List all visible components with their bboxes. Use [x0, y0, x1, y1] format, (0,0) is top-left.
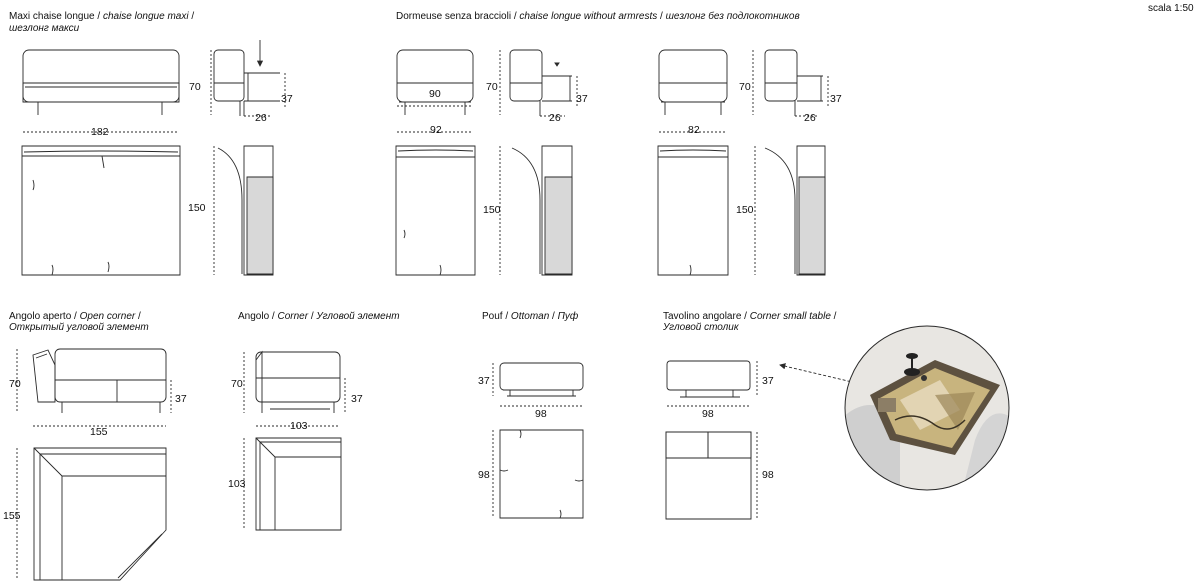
open-corner-title-ru: Открытый угловой элемент — [9, 322, 149, 333]
third-front-view — [659, 50, 727, 115]
maxi-front-view — [23, 50, 179, 115]
dim-table-width: 98 — [702, 408, 714, 420]
pouf-front-view — [500, 363, 583, 396]
dim-corner-height: 70 — [231, 378, 243, 390]
dim-corner-width: 103 — [290, 420, 308, 432]
maxi-title-ru: шезлонг макси — [9, 23, 80, 34]
pouf-title-ru: Пуф — [557, 311, 579, 322]
dormeuse-title-ru: шезлонг без подлокотников — [665, 11, 800, 22]
dormeuse-plan-side — [512, 146, 572, 275]
pouf-title-it: Pouf — [482, 311, 503, 322]
maxi-plan-view — [22, 146, 180, 275]
dim-third-table-depth: 26 — [804, 112, 816, 124]
dim-dorm-inner: 90 — [429, 88, 441, 100]
dim-pouf-width: 98 — [535, 408, 547, 420]
dim-third-width: 82 — [688, 124, 700, 136]
corner-title: Angolo / Corner / Угловой элемент — [238, 311, 400, 322]
open-corner-height-dim — [17, 349, 171, 413]
corner-plan-view — [256, 438, 341, 530]
dim-table-height: 37 — [762, 375, 774, 387]
dim-dorm-table-depth: 26 — [549, 112, 561, 124]
dormeuse-side-view — [510, 50, 577, 116]
dim-dorm-table-height: 37 — [576, 93, 588, 105]
dim-maxi-height: 70 — [189, 81, 201, 93]
open-corner-title-en: Open corner — [79, 311, 136, 322]
pouf-plan-view — [500, 430, 583, 518]
maxi-side-view — [214, 40, 285, 116]
open-corner-front-view — [33, 349, 166, 413]
dim-dorm-width: 92 — [430, 124, 442, 136]
dim-maxi-depth: 150 — [188, 202, 206, 214]
maxi-title-en: chaise longue maxi — [102, 11, 189, 22]
open-corner-plan-view — [34, 448, 166, 580]
dormeuse-plan-view — [396, 146, 475, 275]
dim-open-depth: 155 — [3, 510, 21, 522]
dim-open-seat: 37 — [175, 393, 187, 405]
dim-corner-seat: 37 — [351, 393, 363, 405]
corner-front-view — [256, 352, 340, 413]
dormeuse-title-it: Dormeuse senza braccioli — [396, 11, 512, 22]
dim-corner-depth: 103 — [228, 478, 246, 490]
table-photo — [840, 320, 1020, 500]
maxi-title: Maxi chaise longue / chaise longue maxi / — [9, 11, 195, 22]
dim-open-height: 70 — [9, 378, 21, 390]
corner-title-it: Angolo — [238, 311, 270, 322]
corner-height-dim — [244, 352, 345, 413]
dim-third-table-height: 37 — [830, 93, 842, 105]
open-corner-title: Angolo aperto / Open corner / — [9, 311, 141, 322]
third-side-view — [765, 50, 828, 116]
dim-maxi-table-height: 37 — [281, 93, 293, 105]
maxi-title-it: Maxi chaise longue — [9, 11, 95, 22]
table-title: Tavolino angolare / Corner small table / — [663, 311, 837, 322]
dim-pouf-depth: 98 — [478, 469, 490, 481]
dim-dorm-depth: 150 — [483, 204, 501, 216]
pouf-title-en: Ottoman — [510, 311, 550, 322]
dim-dorm-height: 70 — [486, 81, 498, 93]
dim-maxi-table-depth: 26 — [255, 112, 267, 124]
dim-open-width: 155 — [90, 426, 108, 438]
dormeuse-front-view — [397, 50, 473, 115]
table-title-en: Corner small table — [749, 311, 831, 322]
third-plan-side — [765, 146, 825, 275]
scale-label: scala 1:50 — [1148, 3, 1194, 14]
open-corner-title-it: Angolo aperto — [9, 311, 72, 322]
table-title-ru: Угловой столик — [663, 322, 739, 333]
dim-third-depth: 150 — [736, 204, 754, 216]
corner-title-ru: Угловой элемент — [316, 311, 400, 322]
third-plan-view — [658, 146, 728, 275]
pouf-title: Pouf / Ottoman / Пуф — [482, 311, 579, 322]
table-plan-view — [666, 432, 751, 519]
dormeuse-title: Dormeuse senza braccioli / chaise longue without armrests / шезлонг без подлокотников — [396, 11, 800, 22]
table-title-it: Tavolino angolare — [663, 311, 742, 322]
dormeuse-title-en: chaise longue without armrests — [519, 11, 658, 22]
corner-title-en: Corner — [277, 311, 309, 322]
dim-table-depth: 98 — [762, 469, 774, 481]
dim-maxi-width: 182 — [91, 126, 109, 138]
maxi-plan-side — [218, 146, 273, 275]
table-front-view — [667, 361, 750, 397]
dim-third-height: 70 — [739, 81, 751, 93]
dim-pouf-height: 37 — [478, 375, 490, 387]
